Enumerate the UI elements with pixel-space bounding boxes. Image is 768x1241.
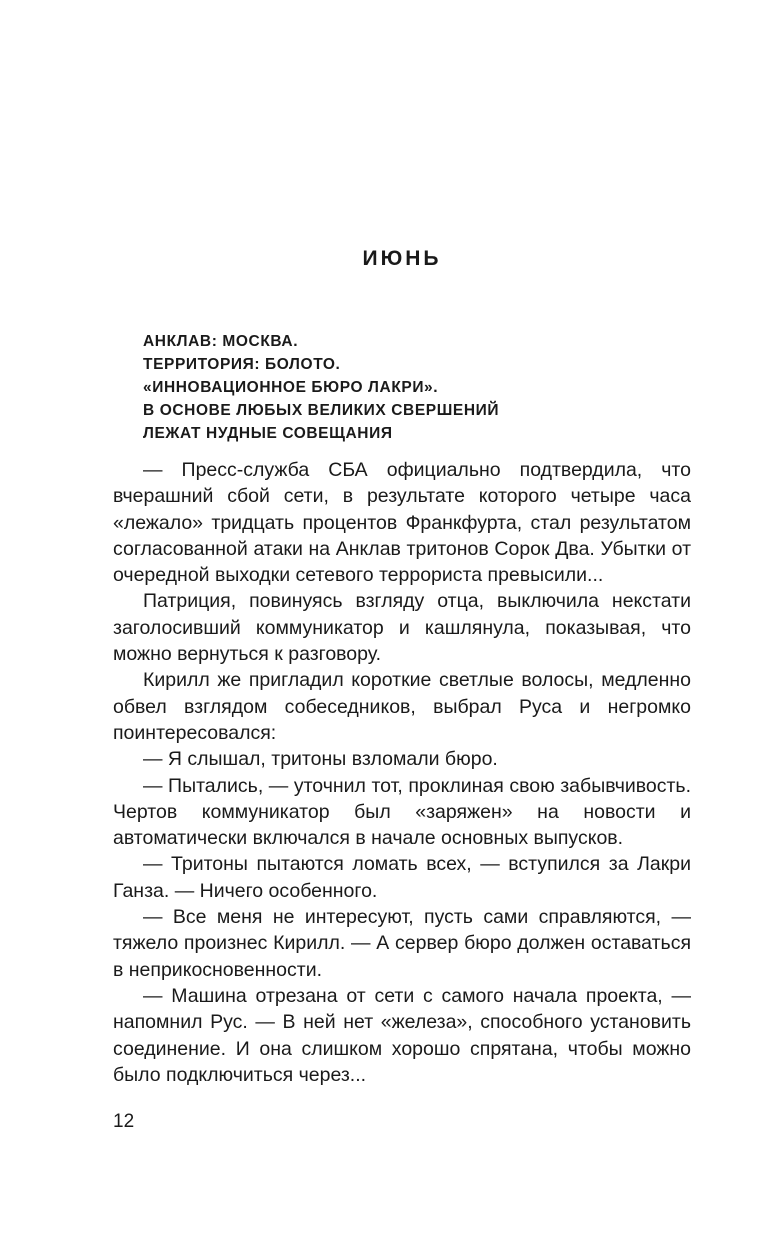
paragraph: Патриция, повинуясь взгляду отца, выключила некстати заголосивший коммуникатор и кашлянула, показывая, что можно вернуться к разговору. — [113, 590, 691, 666]
paragraph: — Пытались, — уточнил тот, проклиная свою забывчивость. Чертов коммуникатор был «заряжен» на новости и автоматически включался в начале основных выпусков. — [113, 774, 691, 850]
paragraph: — Пресс-служба СБА официально подтвердила, что вчерашний сбой сети, в результате которого четыре часа «лежало» тридцать процентов Франкфурта, стал результатом согласованной атаки на Анклав тритонов Сорок Два. Убытки от очередной выходки сетевого террориста превысили... — [113, 459, 691, 587]
epigraph-line: В ОСНОВЕ ЛЮБЫХ ВЕЛИКИХ СВЕРШЕНИЙ — [143, 402, 500, 419]
epigraph-line: ТЕРРИТОРИЯ: БОЛОТО. — [143, 356, 341, 373]
epigraph — [143, 330, 703, 445]
paragraph: — Машина отрезана от сети с самого начала проекта, — напомнил Рус. — В ней нет «железа», способного установить соединение. И она слишком хорошо спрятана, чтобы можно было подключиться через... — [113, 984, 691, 1086]
page-number: 12 — [113, 1111, 135, 1132]
body-text — [113, 457, 691, 1088]
epigraph-line: ЛЕЖАТ НУДНЫЕ СОВЕЩАНИЯ — [143, 425, 393, 442]
paragraph: — Я слышал, тритоны взломали бюро. — [143, 748, 498, 771]
epigraph-line: «ИННОВАЦИОННОЕ БЮРО ЛАКРИ». — [143, 379, 439, 396]
epigraph-line: АНКЛАВ: МОСКВА. — [143, 333, 299, 350]
chapter-title: ИЮНЬ — [362, 247, 442, 270]
paragraph: — Все меня не интересуют, пусть сами справляются, — тяжело произнес Кирилл. — А сервер бюро должен оставаться в неприкосновенности. — [113, 906, 691, 981]
paragraph: — Тритоны пытаются ломать всех, — вступился за Лакри Ганза. — Ничего особенного. — [113, 853, 691, 902]
paragraph: Кирилл же пригладил короткие светлые волосы, медленно обвел взглядом собеседников, выбрал Руса и негромко поинтересовался: — [113, 669, 691, 744]
